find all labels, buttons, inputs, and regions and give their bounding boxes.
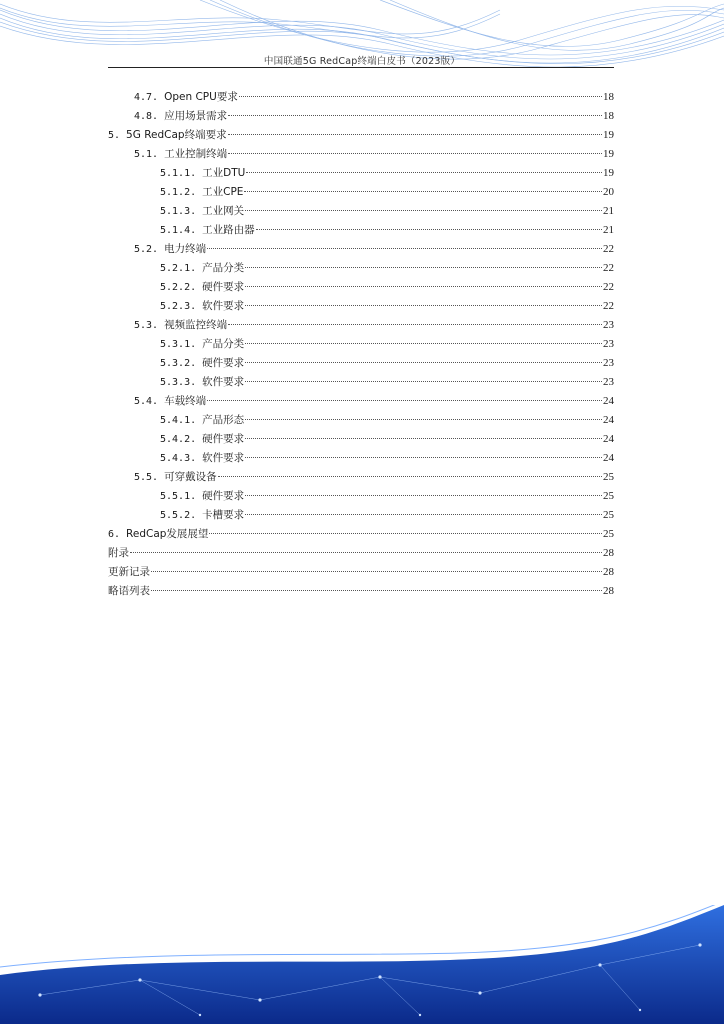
toc-entry-number: 5.2.3. [160,301,197,312]
toc-entry[interactable] [108,373,614,392]
toc-entry[interactable] [108,544,614,563]
toc-entry-title: 更新记录 [108,566,150,578]
toc-entry-page: 22 [603,281,614,293]
toc-entry-page: 25 [603,490,614,502]
toc-entry-number: 5.5.1. [160,491,197,502]
toc-entry-number: 5.1.2. [160,187,197,198]
toc-entry-page: 25 [603,471,614,483]
toc-dot-leader [209,533,602,534]
toc-dot-leader [151,590,602,591]
toc-entry-title: 工业路由器 [202,224,255,236]
toc-entry-number: 5.4.2. [160,434,197,445]
toc-entry-number: 5. [108,130,121,141]
toc-entry[interactable] [108,316,614,335]
toc-entry-page: 20 [603,186,614,198]
toc-entry-page: 28 [603,585,614,597]
toc-entry-number: 5.3.3. [160,377,197,388]
toc-entry-page: 24 [603,395,614,407]
toc-entry[interactable] [108,582,614,601]
toc-entry-title: 5G RedCap终端要求 [126,129,227,141]
toc-entry-page: 23 [603,319,614,331]
toc-entry-number: 4.8. [134,111,159,122]
toc-entry[interactable] [108,259,614,278]
toc-entry[interactable] [108,506,614,525]
toc-entry-page: 22 [603,300,614,312]
toc-dot-leader [130,552,602,553]
toc-entry-page: 19 [603,167,614,179]
toc-entry-number: 5.1.4. [160,225,197,236]
toc-entry[interactable] [108,164,614,183]
toc-entry-title: 产品分类 [202,262,245,274]
toc-dot-leader [228,134,602,135]
toc-dot-leader [228,153,602,154]
toc-entry-title: 工业网关 [202,205,245,217]
toc-entry-number: 5.4.3. [160,453,197,464]
toc-dot-leader [245,305,602,306]
toc-dot-leader [151,571,602,572]
toc-entry-title: 硬件要求 [202,490,245,502]
toc-entry-number: 5.3.2. [160,358,197,369]
footer-network-decoration [0,905,724,1024]
toc-entry[interactable] [108,525,614,544]
toc-entry-title: 工业CPE [202,186,244,198]
toc-dot-leader [245,286,602,287]
toc-entry-page: 23 [603,338,614,350]
toc-dot-leader [245,457,602,458]
table-of-contents [108,88,614,601]
toc-entry-number: 5.3.1. [160,339,197,350]
toc-entry[interactable] [108,126,614,145]
header-wave-decoration [0,0,724,80]
toc-dot-leader [245,438,602,439]
toc-dot-leader [245,419,602,420]
toc-entry-title: 产品形态 [202,414,245,426]
toc-entry-page: 19 [603,148,614,160]
toc-entry-title: 应用场景需求 [164,110,228,122]
toc-dot-leader [245,514,602,515]
toc-entry-title: Open CPU要求 [164,91,238,103]
toc-entry-number: 5.2.1. [160,263,197,274]
toc-entry-number: 5.2. [134,244,159,255]
toc-dot-leader [256,229,602,230]
toc-entry[interactable] [108,335,614,354]
toc-entry-title: 略语列表 [108,585,150,597]
toc-entry[interactable] [108,468,614,487]
toc-entry-page: 28 [603,547,614,559]
toc-dot-leader [228,324,602,325]
toc-dot-leader [245,343,602,344]
toc-entry-number: 6. [108,529,121,540]
toc-entry[interactable] [108,392,614,411]
toc-entry-number: 5.1.1. [160,168,197,179]
toc-entry-title: 硬件要求 [202,357,245,369]
toc-entry[interactable] [108,278,614,297]
toc-entry[interactable] [108,487,614,506]
toc-entry-page: 23 [603,357,614,369]
toc-entry[interactable] [108,88,614,107]
toc-entry-title: 硬件要求 [202,433,245,445]
toc-entry-title: 卡槽要求 [202,509,245,521]
toc-entry[interactable] [108,563,614,582]
toc-entry-title: 软件要求 [202,376,245,388]
toc-entry-number: 5.4.1. [160,415,197,426]
toc-entry[interactable] [108,107,614,126]
toc-dot-leader [207,248,602,249]
toc-entry-page: 25 [603,509,614,521]
toc-entry-number: 5.3. [134,320,159,331]
toc-entry[interactable] [108,354,614,373]
toc-entry-page: 25 [603,528,614,540]
toc-dot-leader [245,210,602,211]
toc-entry[interactable] [108,411,614,430]
toc-entry-number: 5.1. [134,149,159,160]
toc-dot-leader [218,476,602,477]
toc-entry-title: 软件要求 [202,300,245,312]
header-divider [108,67,614,68]
toc-entry[interactable] [108,430,614,449]
toc-entry-page: 18 [603,91,614,103]
toc-entry-page: 18 [603,110,614,122]
page-header-title: 中国联通5G RedCap终端白皮书（2023版） [263,56,461,67]
toc-entry-number: 5.2.2. [160,282,197,293]
toc-dot-leader [239,96,602,97]
toc-entry-title: 视频监控终端 [164,319,228,331]
toc-entry-page: 21 [603,224,614,236]
toc-entry-number: 5.1.3. [160,206,197,217]
toc-entry-page: 24 [603,452,614,464]
toc-dot-leader [245,362,602,363]
toc-entry-page: 23 [603,376,614,388]
toc-dot-leader [228,115,602,116]
toc-entry-title: 可穿戴设备 [164,471,217,483]
toc-entry-page: 24 [603,414,614,426]
toc-entry[interactable] [108,297,614,316]
toc-entry[interactable] [108,221,614,240]
toc-entry-title: RedCap发展展望 [126,528,209,540]
toc-entry-page: 24 [603,433,614,445]
toc-entry-title: 软件要求 [202,452,245,464]
toc-entry-number: 5.4. [134,396,159,407]
toc-entry-number: 5.5.2. [160,510,197,521]
toc-dot-leader [245,267,602,268]
toc-entry-title: 车载终端 [164,395,207,407]
toc-entry[interactable] [108,202,614,221]
toc-entry-number: 4.7. [134,92,159,103]
toc-entry[interactable] [108,145,614,164]
toc-dot-leader [245,495,602,496]
toc-entry-page: 21 [603,205,614,217]
toc-dot-leader [207,400,602,401]
toc-entry-page: 19 [603,129,614,141]
toc-entry-title: 电力终端 [164,243,207,255]
toc-entry-title: 工业DTU [202,167,246,179]
toc-entry[interactable] [108,240,614,259]
toc-dot-leader [245,381,602,382]
toc-entry-page: 22 [603,262,614,274]
toc-entry[interactable] [108,449,614,468]
toc-entry-page: 22 [603,243,614,255]
toc-entry-title: 工业控制终端 [164,148,228,160]
toc-entry-title: 附录 [108,547,129,559]
toc-entry-page: 28 [603,566,614,578]
toc-entry-title: 硬件要求 [202,281,245,293]
toc-entry[interactable] [108,183,614,202]
toc-dot-leader [246,172,602,173]
toc-entry-number: 5.5. [134,472,159,483]
toc-entry-title: 产品分类 [202,338,245,350]
toc-dot-leader [244,191,602,192]
